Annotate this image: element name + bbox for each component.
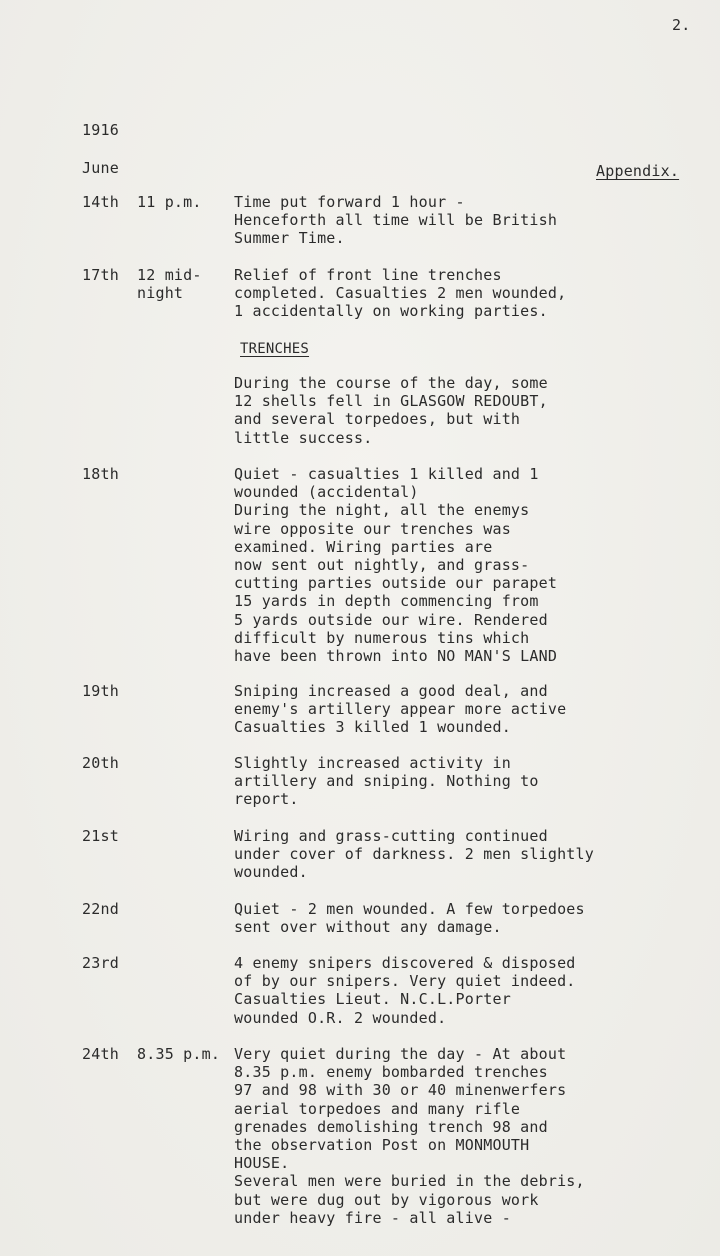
entry-text: Time put forward 1 hour - Henceforth all time will be British Summer Time. (234, 193, 558, 248)
entry-date: 23rd (82, 954, 119, 972)
entry-text: During the course of the day, some 12 shells fell in GLASGOW REDOUBT, and several torpedoes, but with little success. (234, 374, 548, 447)
entry-time: 12 mid- night (137, 266, 202, 303)
entry-date: 18th (82, 465, 119, 483)
entry-text: Wiring and grass-cutting continued under cover of darkness. 2 men slightly wounded. (234, 827, 594, 882)
entry-time: 8.35 p.m. (137, 1045, 221, 1063)
entry-date: 19th (82, 682, 119, 700)
entry-time: 11 p.m. (137, 193, 202, 211)
section-heading-trenches: TRENCHES (240, 341, 310, 357)
entry-text: 4 enemy snipers discovered & disposed of by our snipers. Very quiet indeed. Casualties Lieut. N.C.L.Porter wounded O.R. 2 wounded. (234, 954, 576, 1027)
entry-date: 20th (82, 754, 119, 772)
entry-text: Relief of front line trenches completed. Casualties 2 men wounded, 1 accidentally on working parties. (234, 266, 567, 321)
appendix-column-heading: Appendix. (596, 162, 680, 180)
diary-year: 1916 (82, 121, 119, 139)
diary-month: June (82, 159, 119, 177)
page-number: 2. (672, 16, 691, 34)
entry-date: 17th (82, 266, 119, 284)
entry-text: Quiet - 2 men wounded. A few torpedoes sent over without any damage. (234, 900, 585, 937)
entry-text: Very quiet during the day - At about 8.35 p.m. enemy bombarded trenches 97 and 98 with 30 or 40 minenwerfers aerial torpedoes and many rifle grenades demolishing trench 98 and the observation Post on MONMOUTH HOUSE. Several men were buried in the debris, but were dug out by vigorous work under heavy fire - all alive - (234, 1045, 585, 1227)
entry-date: 14th (82, 193, 119, 211)
entry-date: 21st (82, 827, 119, 845)
entry-text: Slightly increased activity in artillery and sniping. Nothing to report. (234, 754, 539, 809)
entry-text: Sniping increased a good deal, and enemy's artillery appear more active Casualties 3 killed 1 wounded. (234, 682, 567, 737)
entry-text: Quiet - casualties 1 killed and 1 wounded (accidental) During the night, all the enemys wire opposite our trenches was examined. Wiring parties are now sent out nightly, and grass- cutting parties outside our parapet 15 yards in depth commencing from 5 yards outside our wire. Rendered difficult by numerous tins which have been thrown into NO MAN'S LAND (234, 465, 558, 666)
entry-date: 24th (82, 1045, 119, 1063)
entry-date: 22nd (82, 900, 119, 918)
